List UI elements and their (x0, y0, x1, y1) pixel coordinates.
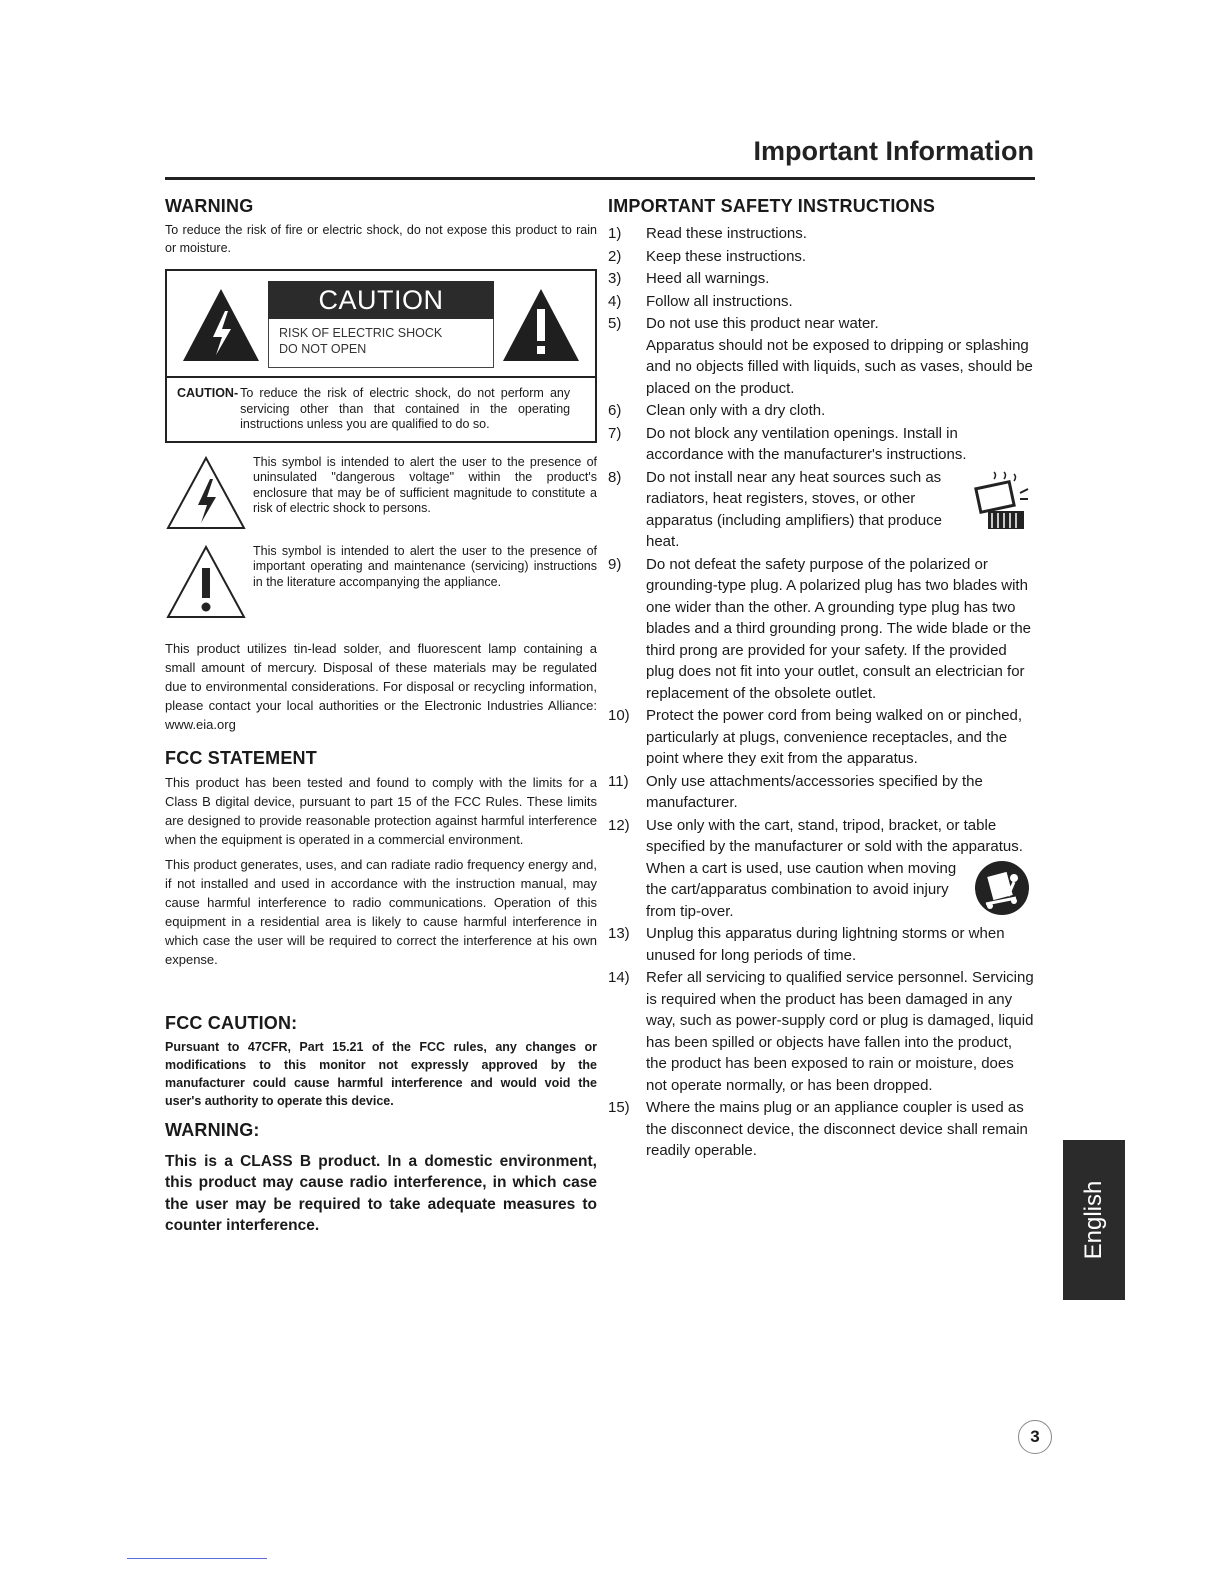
caution-sub-line1: RISK OF ELECTRIC SHOCK (279, 326, 443, 340)
list-item: 9) Do not defeat the safety purpose of the polarized or grounding-type plug. A polarized plug has two blades with one wider than the other. A grounding type plug has two blades and a third grounding prong. The wide blade or the third prong are provided for your safety. If the provided plug does not fit into your outlet, consult an electrician for replacement of the obsolete outlet. (608, 555, 1031, 702)
caution-label (268, 281, 494, 368)
list-item: 6) Clean only with a dry cloth. (608, 402, 826, 419)
water-note: Apparatus should not be exposed to dripping or splashing and no objects filled with liquids, such as vases, should be placed on the product. (646, 336, 1033, 397)
exclamation-triangle-icon (501, 287, 581, 363)
list-item: 15) Where the mains plug or an appliance coupler is used as the disconnect device, the disconnect device shall remain readily operable. (608, 1099, 1028, 1159)
fcc-statement-para2: This product generates, uses, and can radiate radio frequency energy and, if not installed and used in accordance with the instruction manual, may cause harmful interference to radio communications. Operation of this equipment in a residential area is likely to cause harmful interference in which case the user will be required to correct the interference at his own expense. (165, 856, 597, 967)
fcc-statement-heading: FCC STATEMENT (165, 747, 317, 768)
lightning-symbol-explanation (165, 455, 597, 536)
list-item: 11) Only use attachments/accessories specified by the manufacturer. (608, 772, 983, 811)
list-item: 14) Refer all servicing to qualified service personnel. Servicing is required when the product has been damaged in any way, such as power-supply cord or plug is damaged, liquid has been spilled or objects have fallen into the product, the product has been exposed to rain or moisture, does not operate normally, or has been dropped. (608, 969, 1034, 1094)
heat-source-icon (964, 471, 1030, 531)
lightning-triangle-icon (181, 287, 261, 363)
language-tab (1063, 1140, 1125, 1300)
list-item: 4) Follow all instructions. (608, 292, 793, 310)
lightning-symbol-text: This symbol is intended to alert the user to the presence of uninsulated "dangerous voltage" within the product's enclosure that may be of sufficient magnitude to constitute a risk of electric shock to persons. (253, 454, 597, 515)
header-divider (165, 177, 1035, 180)
exclamation-symbol-text: This symbol is intended to alert the user to the presence of important operating and maintenance (servicing) instructions in the literature accompanying the appliance. (253, 543, 597, 589)
left-column (165, 196, 597, 1237)
caution-sub-line2: DO NOT OPEN (279, 342, 367, 356)
caution-prefix: CAUTION- (177, 386, 239, 400)
safety-heading: IMPORTANT SAFETY INSTRUCTIONS (608, 196, 936, 216)
lightning-symbol-icon (165, 455, 247, 531)
fcc-caution-heading: FCC CAUTION: (165, 1012, 298, 1033)
footer-divider (127, 1558, 267, 1559)
list-item: 13) Unplug this apparatus during lightning storms or when unused for long periods of time. (608, 925, 1005, 964)
fcc-statement-para1: This product has been tested and found to comply with the limits for a Class B digital device, pursuant to part 15 of the FCC Rules. These limits are designed to provide reasonable protection against harmful interference when the equipment is operated in a commercial environment. (165, 774, 597, 847)
page-title: Important Information (753, 136, 1034, 166)
warning2-text: This is a CLASS B product. In a domestic environment, this product may cause radio interference, in which case the user may be required to take adequate measures to counter interference. (165, 1152, 597, 1234)
page-number: 3 (1018, 1420, 1052, 1454)
language-tab-label: English (1080, 1180, 1107, 1260)
list-item: 12) Use only with the cart, stand, tripod, bracket, or table specified by the manufacturer or sold with the apparatus. When a cart is used, use caution when moving the cart/apparatus combination to avoid injury from tip-over. (608, 815, 1036, 923)
list-item: 1) Read these instructions. (608, 225, 807, 242)
list-item: 8) Do not install near any heat sources such as radiators, heat registers, stoves, or other apparatus (including amplifiers) that produce heat. (608, 467, 1036, 553)
list-item: 7) Do not block any ventilation openings. Install in accordance with the manufacturer's instructions. (608, 424, 967, 463)
exclamation-symbol-explanation (165, 544, 597, 625)
caution-label-row (167, 271, 595, 376)
fcc-caution-text: Pursuant to 47CFR, Part 15.21 of the FCC rules, any changes or modifications to this monitor not expressly approved by the manufacturer could cause harmful interference and would void the user's authority to operate this device. (165, 1039, 597, 1108)
caution-subtext (268, 319, 494, 368)
caution-instruction-text: To reduce the risk of electric shock, do not perform any servicing other than that contained in the operating instructions unless you are qualified to do so. (240, 386, 571, 431)
warning2-heading: WARNING: (165, 1119, 260, 1140)
list-item: 5) Do not use this product near water. Apparatus should not be exposed to dripping or splashing and no objects filled with liquids, such as vases, should be placed on the product. (608, 313, 1036, 399)
exclamation-symbol-icon (165, 544, 247, 620)
safety-list (608, 223, 1036, 1162)
mercury-notice: This product utilizes tin-lead solder, and fluorescent lamp containing a small amount of mercury. Disposal of these materials may be regulated due to environmental considerations. For disposal or recycling information, please contact your local authorities or the Electronic Industries Alliance: www.eia.org (165, 640, 597, 732)
right-column (608, 196, 1036, 1163)
caution-box (165, 269, 597, 443)
warning-text: To reduce the risk of fire or electric shock, do not expose this product to rain or moisture. (165, 223, 597, 255)
caution-instruction (167, 376, 595, 441)
cart-warning-icon (970, 858, 1034, 920)
cart-note: When a cart is used, use caution when moving the cart/apparatus combination to avoid injury from tip-over. (646, 859, 957, 920)
caution-banner: CAUTION (268, 281, 494, 319)
list-item: 2) Keep these instructions. (608, 247, 807, 265)
list-item: 3) Heed all warnings. (608, 270, 770, 287)
warning-heading: WARNING (165, 196, 254, 216)
list-item: 10) Protect the power cord from being walked on or pinched, particularly at plugs, convenience receptacles, and the point where they exit from the apparatus. (608, 707, 1023, 767)
